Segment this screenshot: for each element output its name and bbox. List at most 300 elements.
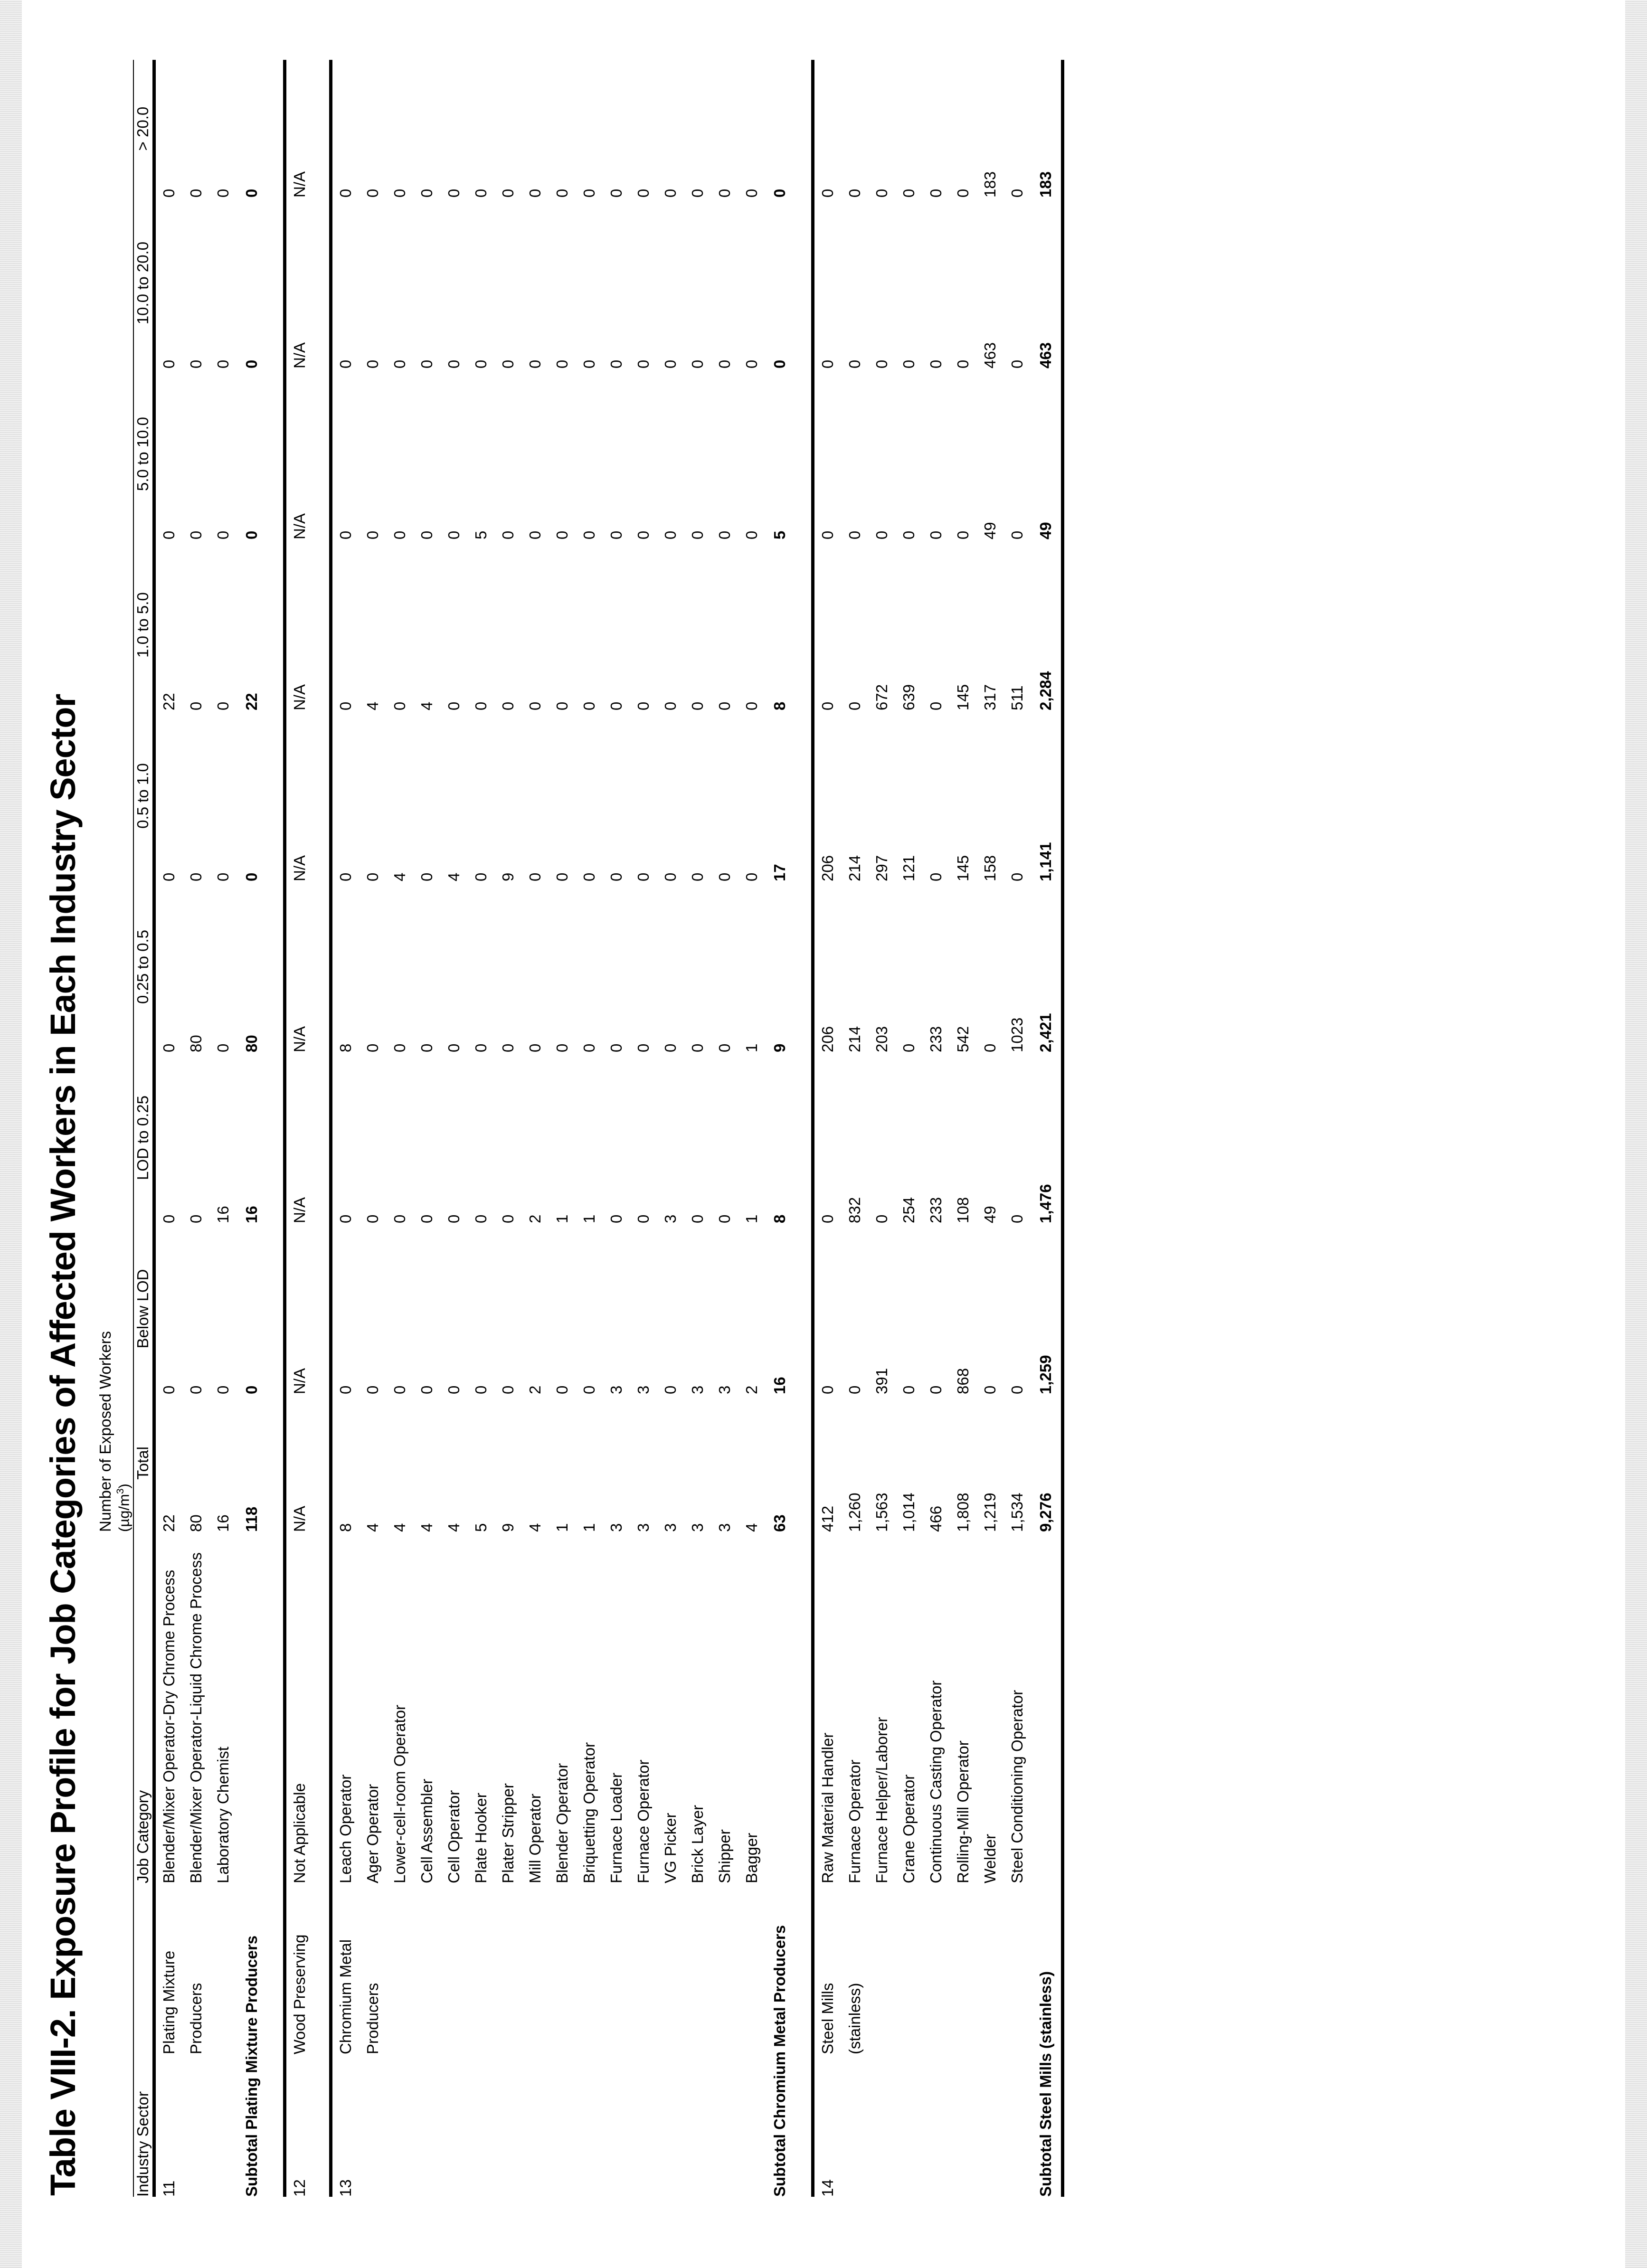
subtotal-b05_10: 1,141 — [1036, 842, 1054, 881]
job-category-label: Furnace Helper/Laborer — [873, 1717, 891, 1883]
table-row — [387, 60, 414, 2197]
cell-b50_100: 0 — [499, 530, 517, 539]
cell-b10_50: 0 — [499, 701, 517, 710]
cell-lod_025: 0 — [187, 1214, 205, 1223]
cell-b100_200: 0 — [954, 359, 972, 369]
subtotal-b025_05: 2,421 — [1036, 1013, 1054, 1052]
sector-name — [630, 1883, 657, 2054]
table-row — [332, 60, 360, 2197]
subtotal-below_lod: 0 — [242, 1385, 260, 1394]
cell-below_lod: 0 — [391, 1385, 409, 1394]
sector-name — [495, 1883, 522, 2054]
cell-b10_50: 0 — [634, 701, 652, 710]
sector-name — [1004, 1883, 1031, 2054]
cell-lod_025: 1 — [553, 1214, 571, 1223]
cell-b025_05: 0 — [634, 1043, 652, 1052]
cell-b05_10: 0 — [214, 872, 232, 881]
table-row — [977, 60, 1004, 2197]
sector-name — [441, 1883, 468, 2054]
cell-total: 4 — [391, 1523, 409, 1532]
job-category-label: Lower-cell-room Operator — [391, 1705, 409, 1883]
table-row — [869, 60, 896, 2197]
cell-below_lod: 0 — [580, 1385, 598, 1394]
cell-b50_100: 0 — [187, 530, 205, 539]
cell-b100_200: 0 — [337, 359, 355, 369]
cell-b10_50: 0 — [846, 701, 864, 710]
cell-b100_200: 0 — [187, 359, 205, 369]
col-header-b025_05: 0.25 to 0.5 — [133, 930, 151, 1004]
cell-b025_05: 1023 — [1008, 1017, 1026, 1052]
cell-lod_025: 0 — [391, 1214, 409, 1223]
cell-b50_100: 0 — [364, 530, 382, 539]
cell-below_lod: 0 — [418, 1385, 436, 1394]
cell-lod_025: 0 — [337, 1214, 355, 1223]
cell-gt200: 0 — [715, 189, 733, 198]
cell-b100_200: 0 — [900, 359, 918, 369]
cell-b05_10: 0 — [526, 872, 544, 881]
cell-gt200: 0 — [688, 189, 706, 198]
cell-total: 466 — [927, 1505, 945, 1532]
cell-b50_100: 0 — [526, 530, 544, 539]
cell-gt200: 0 — [927, 189, 945, 198]
cell-gt200: 0 — [607, 189, 625, 198]
cell-b025_05: 80 — [187, 1035, 205, 1052]
cell-lod_025: 0 — [364, 1214, 382, 1223]
sector-id — [977, 2054, 1004, 2197]
job-category-label: Mill Operator — [526, 1794, 544, 1883]
cell-b05_10: 145 — [954, 855, 972, 881]
cell-lod_025: N/A — [290, 1197, 308, 1223]
cell-b10_50: 0 — [927, 701, 945, 710]
subtotal-b025_05: 80 — [242, 1035, 260, 1052]
sector-name — [950, 1883, 977, 2054]
sector-name: Wood Preserving — [290, 1934, 308, 2054]
cell-b50_100: 0 — [873, 530, 891, 539]
subtotal-row — [237, 60, 267, 2197]
cell-gt200: 0 — [819, 189, 837, 198]
sector-id — [657, 2054, 684, 2197]
cell-b100_200: 0 — [553, 359, 571, 369]
cell-gt200: 0 — [364, 189, 382, 198]
cell-b025_05: 0 — [607, 1043, 625, 1052]
cell-b100_200: 0 — [607, 359, 625, 369]
subtotal-b05_10: 0 — [242, 872, 260, 881]
cell-lod_025: 0 — [715, 1214, 733, 1223]
cell-below_lod: 0 — [661, 1385, 679, 1394]
cell-total: 5 — [472, 1523, 490, 1532]
cell-b100_200: 0 — [526, 359, 544, 369]
cell-b05_10: 158 — [981, 855, 999, 881]
cell-b05_10: 0 — [927, 872, 945, 881]
sector-name — [522, 1883, 549, 2054]
sector-name: Producers — [187, 1983, 205, 2054]
cell-b05_10: 0 — [418, 872, 436, 881]
job-category-label: Furnace Loader — [607, 1773, 625, 1883]
cell-b10_50: 317 — [981, 684, 999, 710]
cell-total: 3 — [688, 1523, 706, 1532]
job-category-label: Raw Material Handler — [819, 1732, 837, 1883]
cell-total: 1,563 — [873, 1493, 891, 1532]
cell-below_lod: 0 — [337, 1385, 355, 1394]
cell-b10_50: 0 — [445, 701, 463, 710]
cell-b50_100: 0 — [607, 530, 625, 539]
cell-total: 16 — [214, 1514, 232, 1532]
table-row — [495, 60, 522, 2197]
sector-id: 13 — [337, 2179, 355, 2197]
cell-b10_50: 0 — [337, 701, 355, 710]
subtotal-lod_025: 16 — [242, 1206, 260, 1223]
table-row — [950, 60, 977, 2197]
cell-b50_100: 0 — [553, 530, 571, 539]
sector-name — [603, 1883, 630, 2054]
cell-gt200: 0 — [472, 189, 490, 198]
table-row — [842, 60, 869, 2197]
cell-b10_50: 4 — [364, 701, 382, 710]
cell-b10_50: 0 — [214, 701, 232, 710]
sector-name: Plating Mixture — [160, 1950, 178, 2054]
table-row — [414, 60, 441, 2197]
cell-lod_025: 0 — [1008, 1214, 1026, 1223]
cell-lod_025: 0 — [472, 1214, 490, 1223]
cell-b50_100: 0 — [445, 530, 463, 539]
cell-total: 4 — [742, 1523, 760, 1532]
cell-b05_10: 0 — [661, 872, 679, 881]
sector-name — [684, 1883, 711, 2054]
cell-b05_10: 0 — [364, 872, 382, 881]
cell-b05_10: 0 — [553, 872, 571, 881]
cell-total: 1,014 — [900, 1493, 918, 1532]
job-category-label: Shipper — [715, 1829, 733, 1883]
subtotal-label: Subtotal Chromium Metal Producers — [771, 1925, 789, 2197]
cell-b025_05: 8 — [337, 1043, 355, 1052]
job-category-label: Furnace Operator — [846, 1759, 864, 1883]
cell-b100_200: 0 — [1008, 359, 1026, 369]
cell-b05_10: 0 — [634, 872, 652, 881]
cell-b025_05: 0 — [981, 1043, 999, 1052]
cell-b05_10: 9 — [499, 872, 517, 881]
job-category-label: Plate Hooker — [472, 1793, 490, 1883]
cell-b025_05: 0 — [553, 1043, 571, 1052]
subtotal-b100_200: 0 — [242, 359, 260, 369]
sector-name — [923, 1883, 950, 2054]
sector-name: Steel Mills — [819, 1983, 837, 2054]
table-row — [183, 60, 210, 2197]
page-title: Table VIII-2. Exposure Profile for Job Categories of Affected Workers in Each Industry Sector — [43, 694, 83, 2196]
table-row — [657, 60, 684, 2197]
cell-below_lod: 0 — [187, 1385, 205, 1394]
cell-b50_100: 0 — [819, 530, 837, 539]
cell-b05_10: 0 — [607, 872, 625, 881]
cell-gt200: 0 — [1008, 189, 1026, 198]
cell-below_lod: 0 — [499, 1385, 517, 1394]
sector-id — [210, 2054, 237, 2197]
job-category-label: Plater Stripper — [499, 1783, 517, 1883]
cell-below_lod: 391 — [873, 1368, 891, 1394]
cell-below_lod: 0 — [364, 1385, 382, 1394]
cell-b05_10: 0 — [1008, 872, 1026, 881]
cell-b50_100: 0 — [1008, 530, 1026, 539]
cell-b100_200: 0 — [927, 359, 945, 369]
sector-id — [1004, 2054, 1031, 2197]
cell-gt200: 0 — [553, 189, 571, 198]
cell-lod_025: 0 — [634, 1214, 652, 1223]
cell-lod_025: 0 — [688, 1214, 706, 1223]
cell-b50_100: 49 — [981, 522, 999, 539]
subtotal-b50_100: 5 — [771, 530, 789, 539]
cell-b100_200: 0 — [445, 359, 463, 369]
cell-total: 1,534 — [1008, 1493, 1026, 1532]
cell-below_lod: 3 — [715, 1385, 733, 1394]
cell-below_lod: 2 — [742, 1385, 760, 1394]
col-header-sector-name — [134, 1883, 154, 2054]
table-row — [1004, 60, 1031, 2197]
cell-b100_200: 0 — [819, 359, 837, 369]
subtotal-lod_025: 1,476 — [1036, 1184, 1054, 1223]
cell-b100_200: 463 — [981, 342, 999, 369]
cell-b025_05: 0 — [900, 1043, 918, 1052]
sector-id — [896, 2054, 923, 2197]
cell-total: 4 — [445, 1523, 463, 1532]
cell-gt200: 0 — [445, 189, 463, 198]
table-row — [360, 60, 387, 2197]
cell-b10_50: 0 — [661, 701, 679, 710]
cell-b05_10: 0 — [580, 872, 598, 881]
subtotal-total: 118 — [242, 1506, 260, 1532]
cell-b50_100: 0 — [418, 530, 436, 539]
cell-below_lod: 3 — [607, 1385, 625, 1394]
cell-b50_100: 0 — [337, 530, 355, 539]
sector-id — [869, 2054, 896, 2197]
cell-b05_10: 0 — [160, 872, 178, 881]
exposure-profile-table — [96, 60, 1064, 2197]
cell-b50_100: 0 — [846, 530, 864, 539]
cell-total: 8 — [337, 1523, 355, 1532]
subtotal-gt200: 183 — [1036, 171, 1054, 198]
cell-gt200: N/A — [290, 171, 308, 198]
cell-b100_200: 0 — [873, 359, 891, 369]
sector-name — [549, 1883, 576, 2054]
cell-gt200: 183 — [981, 171, 999, 198]
subtotal-b10_50: 22 — [242, 693, 260, 710]
cell-b025_05: 0 — [661, 1043, 679, 1052]
table-row — [923, 60, 950, 2197]
cell-gt200: 0 — [661, 189, 679, 198]
cell-b05_10: 0 — [688, 872, 706, 881]
cell-b100_200: 0 — [742, 359, 760, 369]
subtotal-b10_50: 8 — [771, 701, 789, 710]
cell-b025_05: 0 — [160, 1043, 178, 1052]
sector-id — [549, 2054, 576, 2197]
cell-gt200: 0 — [160, 189, 178, 198]
job-category-label: Briquetting Operator — [580, 1742, 598, 1883]
cell-total: 4 — [364, 1523, 382, 1532]
cell-b100_200: 0 — [661, 359, 679, 369]
cell-b10_50: 672 — [873, 684, 891, 710]
col-header-below_lod: Below LOD — [133, 1269, 151, 1349]
cell-b100_200: N/A — [290, 342, 308, 369]
table-row — [468, 60, 495, 2197]
cell-b50_100: 0 — [688, 530, 706, 539]
cell-total: 1,260 — [846, 1493, 864, 1532]
cell-b025_05: 203 — [873, 1026, 891, 1052]
cell-total: 3 — [634, 1523, 652, 1532]
cell-b10_50: 22 — [160, 693, 178, 710]
sector-id — [360, 2054, 387, 2197]
cell-gt200: 0 — [418, 189, 436, 198]
cell-gt200: 0 — [846, 189, 864, 198]
cell-b10_50: 0 — [472, 701, 490, 710]
cell-below_lod: 3 — [688, 1385, 706, 1394]
sector-name — [468, 1883, 495, 2054]
cell-lod_025: 0 — [819, 1214, 837, 1223]
job-category-label: Cell Operator — [445, 1790, 463, 1883]
cell-lod_025: 2 — [526, 1214, 544, 1223]
span-header-exposed-workers: Number of Exposed Workers — [96, 1331, 114, 1532]
cell-below_lod: 2 — [526, 1385, 544, 1394]
cell-b100_200: 0 — [214, 359, 232, 369]
cell-total: 4 — [526, 1523, 544, 1532]
cell-lod_025: 3 — [661, 1214, 679, 1223]
cell-b025_05: 0 — [472, 1043, 490, 1052]
cell-b05_10: 0 — [742, 872, 760, 881]
cell-below_lod: 0 — [445, 1385, 463, 1394]
cell-b025_05: 0 — [364, 1043, 382, 1052]
col-header-job-category: Job Category — [133, 1790, 151, 1883]
sector-id — [842, 2054, 869, 2197]
subtotal-row — [765, 60, 795, 2197]
sector-id — [522, 2054, 549, 2197]
cell-below_lod: 0 — [846, 1385, 864, 1394]
cell-b50_100: 0 — [742, 530, 760, 539]
cell-below_lod: N/A — [290, 1368, 308, 1394]
cell-total: 1 — [553, 1523, 571, 1532]
cell-b50_100: 0 — [214, 530, 232, 539]
cell-gt200: 0 — [900, 189, 918, 198]
cell-total: 22 — [160, 1514, 178, 1532]
table-row — [210, 60, 237, 2197]
sector-name: Producers — [364, 1983, 382, 2054]
cell-total: 1,808 — [954, 1493, 972, 1532]
cell-total: 1 — [580, 1523, 598, 1532]
sector-name: Chromium Metal — [337, 1939, 355, 2054]
table-row — [738, 60, 766, 2197]
cell-b50_100: 0 — [715, 530, 733, 539]
unit-label: $(\mu g/m^3)$ — [114, 1484, 133, 1532]
cell-b100_200: 0 — [580, 359, 598, 369]
sector-name — [738, 1883, 766, 2054]
table-row — [603, 60, 630, 2197]
cell-b025_05: 0 — [499, 1043, 517, 1052]
cell-lod_025: 254 — [900, 1197, 918, 1223]
table-row — [684, 60, 711, 2197]
cell-b05_10: 206 — [819, 855, 837, 881]
cell-b100_200: 0 — [391, 359, 409, 369]
cell-below_lod: 0 — [900, 1385, 918, 1394]
sector-name: (stainless) — [846, 1983, 864, 2054]
job-category-label: Welder — [981, 1834, 999, 1883]
cell-total: 4 — [418, 1523, 436, 1532]
cell-gt200: 0 — [742, 189, 760, 198]
cell-below_lod: 0 — [927, 1385, 945, 1394]
cell-total: 3 — [715, 1523, 733, 1532]
job-category-label: Blender Operator — [553, 1763, 571, 1883]
cell-b50_100: 0 — [900, 530, 918, 539]
cell-below_lod: 0 — [981, 1385, 999, 1394]
cell-b100_200: 0 — [688, 359, 706, 369]
job-category-label: Ager Operator — [364, 1784, 382, 1883]
cell-b05_10: 0 — [472, 872, 490, 881]
subtotal-b50_100: 49 — [1036, 522, 1054, 539]
col-header-b10_50: 1.0 to 5.0 — [133, 592, 151, 658]
sector-name — [387, 1883, 414, 2054]
table-row — [286, 60, 313, 2197]
job-category-label: Blender/Mixer Operator-Liquid Chrome Process — [187, 1552, 205, 1883]
cell-gt200: 0 — [580, 189, 598, 198]
cell-below_lod: 0 — [819, 1385, 837, 1394]
job-category-label: Laboratory Chemist — [214, 1747, 232, 1883]
col-header-b05_10: 0.5 to 1.0 — [133, 763, 151, 829]
cell-below_lod: 868 — [954, 1368, 972, 1394]
cell-total: N/A — [290, 1505, 308, 1532]
cell-b10_50: 0 — [553, 701, 571, 710]
cell-lod_025: 0 — [607, 1214, 625, 1223]
cell-b025_05: 0 — [688, 1043, 706, 1052]
cell-b025_05: 1 — [742, 1043, 760, 1052]
subtotal-b100_200: 463 — [1036, 342, 1054, 369]
table-row — [522, 60, 549, 2197]
cell-total: 3 — [661, 1523, 679, 1532]
col-header-total: Total — [133, 1446, 151, 1480]
cell-b10_50: 639 — [900, 684, 918, 710]
cell-total: 1,219 — [981, 1493, 999, 1532]
cell-gt200: 0 — [526, 189, 544, 198]
cell-b50_100: 0 — [160, 530, 178, 539]
job-category-label: Leach Operator — [337, 1774, 355, 1883]
cell-lod_025: 0 — [418, 1214, 436, 1223]
cell-lod_025: 0 — [445, 1214, 463, 1223]
cell-b025_05: 0 — [526, 1043, 544, 1052]
table-row — [441, 60, 468, 2197]
job-category-label: Brick Layer — [688, 1805, 706, 1883]
subtotal-below_lod: 16 — [771, 1377, 789, 1394]
sector-id — [183, 2054, 210, 2197]
cell-b50_100: N/A — [290, 513, 308, 539]
cell-b100_200: 0 — [634, 359, 652, 369]
cell-b10_50: 0 — [607, 701, 625, 710]
job-category-label: Crane Operator — [900, 1774, 918, 1883]
sector-id — [387, 2054, 414, 2197]
sector-name — [896, 1883, 923, 2054]
cell-b100_200: 0 — [499, 359, 517, 369]
cell-below_lod: 0 — [160, 1385, 178, 1394]
sector-id — [711, 2054, 738, 2197]
cell-b10_50: 0 — [742, 701, 760, 710]
cell-b025_05: 206 — [819, 1026, 837, 1052]
cell-b05_10: 0 — [187, 872, 205, 881]
subtotal-gt200: 0 — [242, 189, 260, 198]
sector-id — [950, 2054, 977, 2197]
cell-b100_200: 0 — [715, 359, 733, 369]
sector-id — [630, 2054, 657, 2197]
cell-gt200: 0 — [187, 189, 205, 198]
cell-lod_025: 1 — [580, 1214, 598, 1223]
cell-gt200: 0 — [873, 189, 891, 198]
cell-total: 3 — [607, 1523, 625, 1532]
cell-b05_10: 4 — [391, 872, 409, 881]
table-row — [576, 60, 603, 2197]
cell-lod_025: 1 — [742, 1214, 760, 1223]
cell-gt200: 0 — [214, 189, 232, 198]
